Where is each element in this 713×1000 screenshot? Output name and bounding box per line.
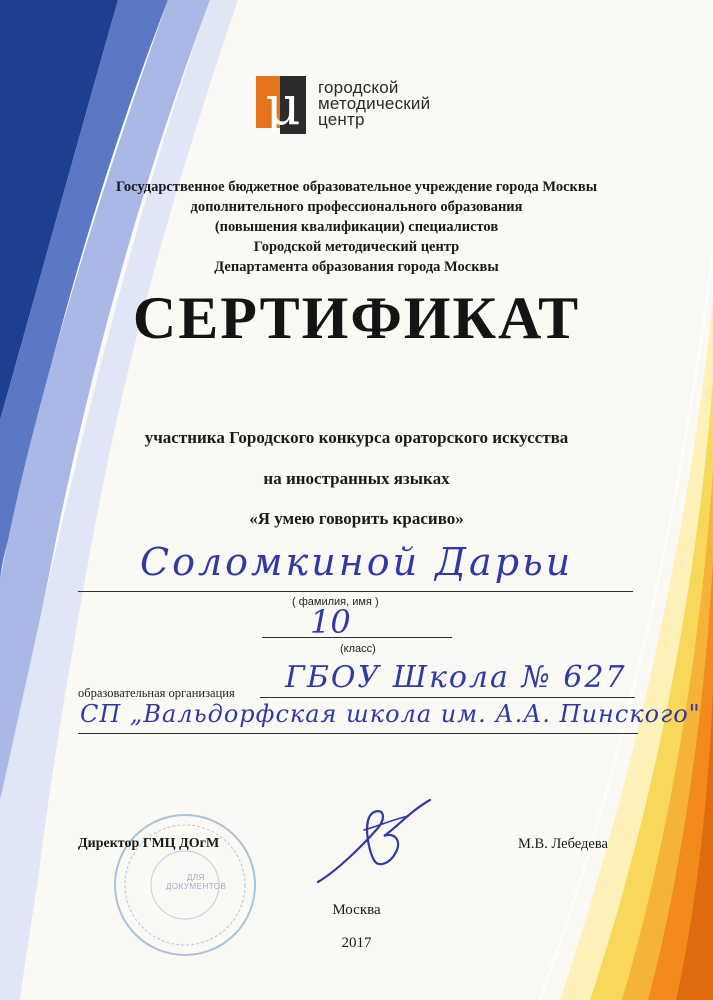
signatory-name: М.В. Лебедева — [518, 836, 608, 852]
stamp-text — [166, 873, 226, 891]
logo-line-3: центр — [318, 110, 365, 129]
description-line-2: на иностранных языках — [263, 469, 450, 488]
participant-name: Соломкиной Дарьи — [140, 540, 574, 584]
grade-caption: (класс) — [340, 643, 376, 655]
footer-year: 2017 — [341, 935, 372, 951]
stamp-line-2: ДОКУМЕНТОВ — [166, 882, 227, 891]
org-underline-2 — [78, 733, 638, 734]
org-value-line-1: ГБОУ Школа № 627 — [285, 660, 627, 695]
handwritten-signature — [308, 790, 438, 890]
name-caption: ( фамилия, имя ) — [292, 596, 379, 608]
org-line: Государственное бюджетное образовательное учреждение города Москвы — [115, 179, 598, 195]
description-line-3: «Я умею говорить красиво» — [249, 509, 464, 528]
org-line: (повышения квалификации) специалистов — [214, 219, 499, 235]
logo-line-2: методический — [318, 94, 431, 113]
signatory-title: Директор ГМЦ ДОгМ — [78, 836, 220, 851]
organization-header — [60, 177, 653, 277]
org-value-line-2: СП „Вальдорфская школа им. А.А. Пинского" — [80, 700, 701, 728]
org-line: дополнительного профессионального образования — [190, 199, 523, 215]
org-label: образовательная организация — [78, 686, 235, 700]
org-line: Департамента образования города Москвы — [214, 259, 499, 275]
footer-city: Москва — [332, 902, 381, 918]
description-line-1: участника Городского конкурса ораторского искусства — [144, 428, 569, 447]
certificate-title: СЕРТИФИКАТ — [132, 285, 581, 351]
logo-text — [318, 80, 430, 128]
logo-line-1: городской — [318, 78, 399, 97]
org-line: Городской методический центр — [253, 239, 460, 255]
org-underline-1 — [260, 697, 635, 698]
mu-logo-icon — [256, 76, 310, 134]
grade-underline — [262, 637, 452, 638]
name-underline — [78, 591, 633, 592]
logo — [256, 76, 476, 136]
svg-text:μ: μ — [265, 76, 301, 134]
grade-value: 10 — [310, 603, 351, 641]
stamp-line-1: ДЛЯ — [187, 873, 205, 882]
